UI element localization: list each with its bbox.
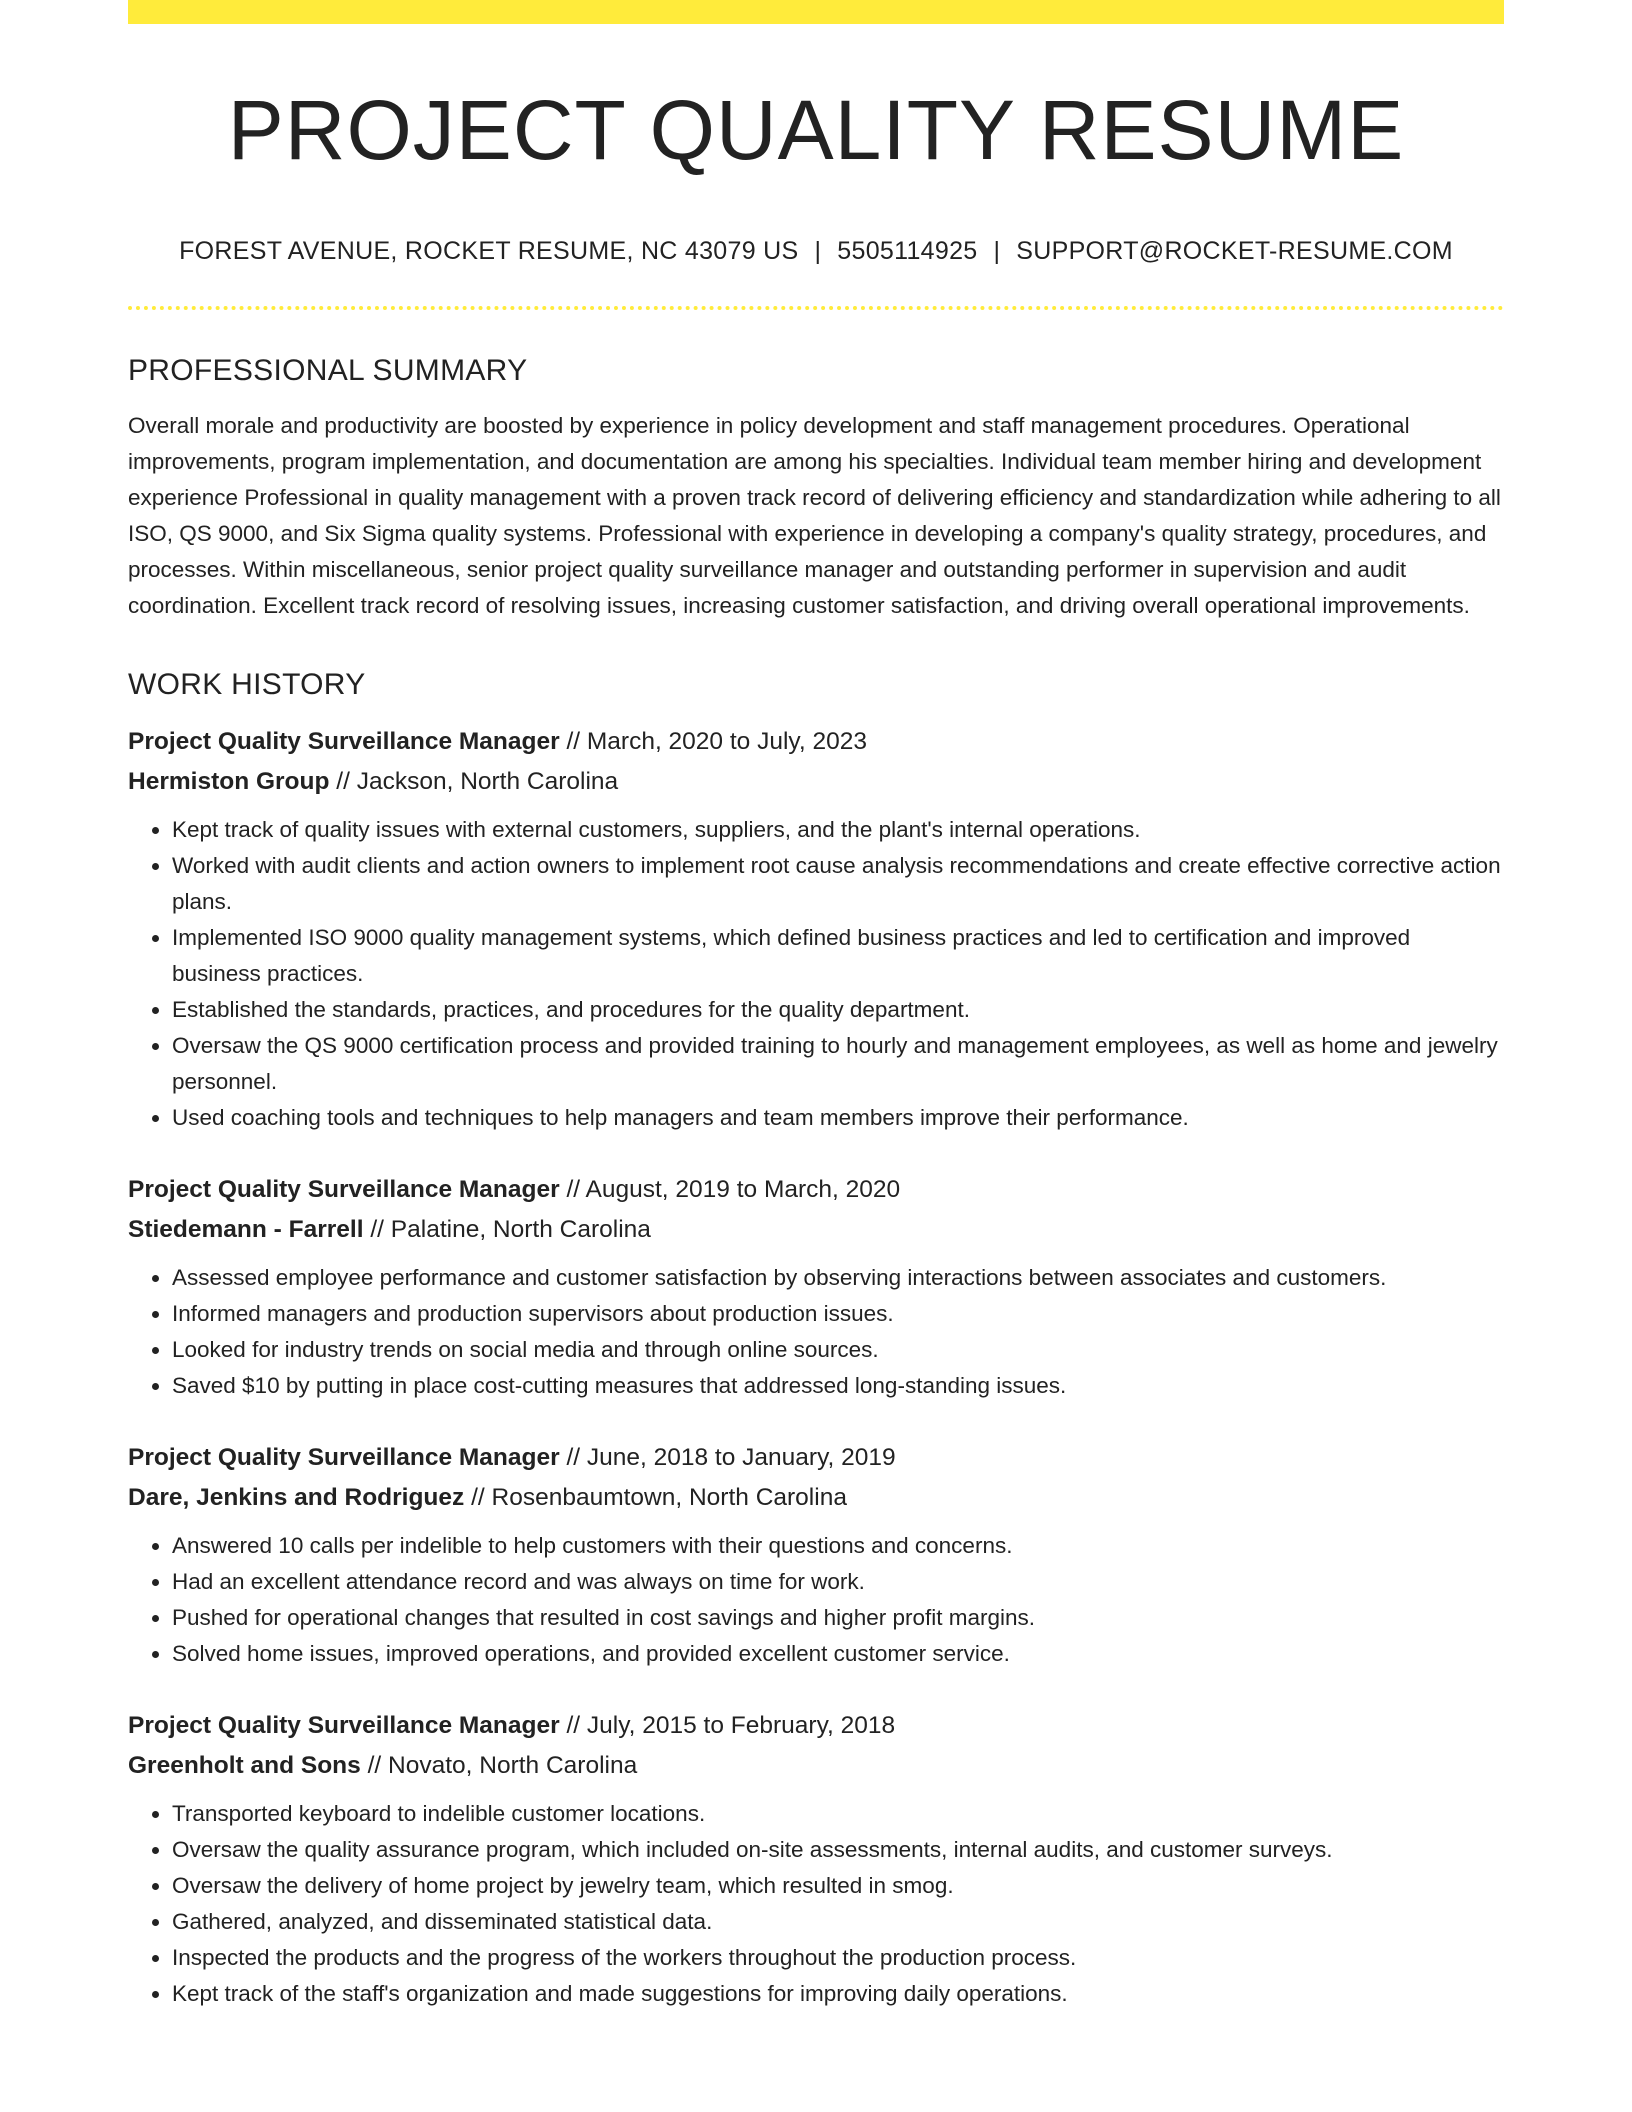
list-item: • Used coaching tools and techniques to help managers and team members improve their performance. xyxy=(172,1100,1504,1136)
list-item: • Informed managers and production supervisors about production issues. xyxy=(172,1296,1504,1332)
list-item: • Had an excellent attendance record and was always on time for work. xyxy=(172,1564,1504,1600)
job-location: // Jackson, North Carolina xyxy=(336,768,619,796)
work-history-heading: WORK HISTORY xyxy=(128,668,366,702)
job-company-line xyxy=(128,1478,1504,1518)
job-role: Project Quality Surveillance Manager xyxy=(128,728,560,756)
job-location: // Palatine, North Carolina xyxy=(370,1216,651,1244)
resume-title: PROJECT QUALITY RESUME xyxy=(227,83,1405,177)
job-location: // Novato, North Carolina xyxy=(367,1752,638,1780)
job-dates: // June, 2018 to January, 2019 xyxy=(566,1444,896,1472)
list-item: • Solved home issues, improved operations, and provided excellent customer service. xyxy=(172,1636,1504,1672)
list-item: • Pushed for operational changes that resulted in cost savings and higher profit margins. xyxy=(172,1600,1504,1636)
job-bullets xyxy=(128,1260,1504,1404)
job-company-line xyxy=(128,762,1504,802)
job-bullets xyxy=(128,1528,1504,1672)
list-item: • Established the standards, practices, and procedures for the quality department. xyxy=(172,992,1504,1028)
contact-phone: 5505114925 xyxy=(837,237,978,266)
job-location: // Rosenbaumtown, North Carolina xyxy=(471,1484,847,1512)
list-item: • Answered 10 calls per indelible to help customers with their questions and concerns. xyxy=(172,1528,1504,1564)
contact-separator: | xyxy=(993,237,1001,266)
list-item: • Worked with audit clients and action owners to implement root cause analysis recommendations and create effective corrective action plans. xyxy=(172,848,1504,920)
job-entry xyxy=(128,1706,1504,2012)
job-dates: // July, 2015 to February, 2018 xyxy=(566,1712,896,1740)
list-item: • Oversaw the quality assurance program, which included on-site assessments, internal audits, and customer surveys. xyxy=(172,1832,1504,1868)
job-bullets xyxy=(128,1796,1504,2012)
job-bullets xyxy=(128,812,1504,1136)
contact-separator: | xyxy=(814,237,822,266)
job-role: Project Quality Surveillance Manager xyxy=(128,1176,560,1204)
list-item: • Inspected the products and the progress of the workers throughout the production process. xyxy=(172,1940,1504,1976)
job-company: Dare, Jenkins and Rodriguez xyxy=(128,1484,465,1512)
resume-page xyxy=(128,0,1504,2012)
list-item: • Transported keyboard to indelible customer locations. xyxy=(172,1796,1504,1832)
job-role-line xyxy=(128,722,1504,762)
dotted-divider xyxy=(128,306,1504,310)
list-item: • Kept track of the staff's organization and made suggestions for improving daily operations. xyxy=(172,1976,1504,2012)
summary-text: Overall morale and productivity are boosted by experience in policy development and staff management procedures. Operational improvements, program implementation, and documentation are among his specialties. Individual team member hiring and development experience Professional in quality management with a proven track record of delivering efficiency and standardization while adhering to all ISO, QS 9000, and Six Sigma quality systems. Professional with experience in developing a company's quality strategy, procedures, and processes. Within miscellaneous, senior project quality surveillance manager and outstanding performer in supervision and audit coordination. Excellent track record of resolving issues, increasing customer satisfaction, and driving overall operational improvements. xyxy=(128,413,1501,619)
list-item: • Gathered, analyzed, and disseminated statistical data. xyxy=(172,1904,1504,1940)
job-role-line xyxy=(128,1438,1504,1478)
list-item: • Implemented ISO 9000 quality management systems, which defined business practices and led to certification and improved business practices. xyxy=(172,920,1504,992)
summary-heading: PROFESSIONAL SUMMARY xyxy=(128,354,528,388)
job-role-line xyxy=(128,1706,1504,1746)
list-item: • Kept track of quality issues with external customers, suppliers, and the plant's internal operations. xyxy=(172,812,1504,848)
job-entry xyxy=(128,1170,1504,1404)
contact-address: FOREST AVENUE, ROCKET RESUME, NC 43079 US xyxy=(179,237,799,266)
list-item: • Oversaw the delivery of home project by jewelry team, which resulted in smog. xyxy=(172,1868,1504,1904)
work-history-list xyxy=(128,722,1504,2012)
job-entry xyxy=(128,722,1504,1136)
job-company: Greenholt and Sons xyxy=(128,1752,361,1780)
contact-line xyxy=(128,236,1504,266)
list-item: • Saved $10 by putting in place cost-cutting measures that addressed long-standing issues. xyxy=(172,1368,1504,1404)
accent-top-bar xyxy=(128,0,1504,24)
job-company-line xyxy=(128,1746,1504,1786)
list-item: • Looked for industry trends on social media and through online sources. xyxy=(172,1332,1504,1368)
job-role: Project Quality Surveillance Manager xyxy=(128,1444,560,1472)
job-company: Stiedemann - Farrell xyxy=(128,1216,364,1244)
list-item: • Oversaw the QS 9000 certification process and provided training to hourly and management employees, as well as home and jewelry personnel. xyxy=(172,1028,1504,1100)
job-company-line xyxy=(128,1210,1504,1250)
job-role: Project Quality Surveillance Manager xyxy=(128,1712,560,1740)
job-dates: // March, 2020 to July, 2023 xyxy=(566,728,867,756)
job-entry xyxy=(128,1438,1504,1672)
job-dates: // August, 2019 to March, 2020 xyxy=(566,1176,901,1204)
contact-email[interactable]: SUPPORT@ROCKET-RESUME.COM xyxy=(1016,237,1453,266)
job-company: Hermiston Group xyxy=(128,768,330,796)
job-role-line xyxy=(128,1170,1504,1210)
list-item: • Assessed employee performance and customer satisfaction by observing interactions between associates and customers. xyxy=(172,1260,1504,1296)
